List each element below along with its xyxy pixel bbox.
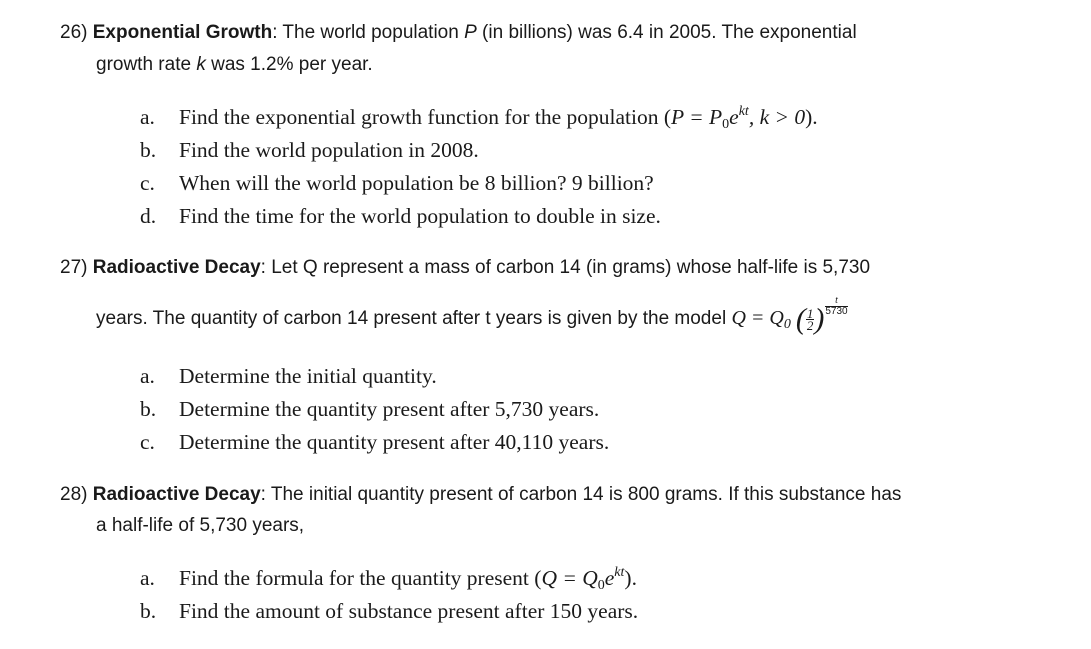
item-text: Determine the initial quantity. [179,364,437,388]
problem-28-number: 28) [60,484,88,505]
item-letter: d. [140,204,157,228]
item-letter: a. [140,105,155,129]
problem-27-number: 27) [60,257,88,278]
decay-formula: $Q = Q_0$ ( $\frac{1}{2}$ ) $\frac{t}{5730}$ [731,295,848,336]
list-item [0,566,1091,596]
item-letter: b. [140,138,157,162]
list-item [0,599,1091,629]
problem-26-number: 26) [60,22,88,43]
problem-26-title: Exponential Growth [92,22,273,43]
item-letter: a. [140,364,155,388]
problem-26-line-2 [96,54,373,76]
item-text: Find the world population in 2008. [179,138,479,162]
item-letter: c. [140,430,155,454]
item-text: Find the time for the world population to double in size. [179,204,661,228]
variable-p: P [464,22,477,43]
problem-26-text-2: growth rate [96,54,197,75]
item-letter: b. [140,397,157,421]
list-item [0,138,1091,168]
item-text: Find the amount of substance present after 150 years. [179,599,639,623]
list-item [0,397,1091,427]
item-letter: c. [140,171,155,195]
problem-28-line-1 [60,484,901,506]
problem-28-title: Radioactive Decay [92,484,261,505]
item-text: Determine the quantity present after 5,730 years. [179,397,600,421]
problem-26-line-1 [60,22,857,44]
list-item [0,171,1091,201]
item-letter: b. [140,599,157,623]
list-item [0,105,1091,135]
problem-27-line-1 [60,257,870,279]
problem-26-text: : The world population [272,22,465,43]
list-item [0,430,1091,460]
problem-27-line-2 [96,295,848,336]
item-letter: a. [140,566,155,590]
problem-26-text-cont: (in billions) was 6.4 in 2005. The exponential [476,22,857,43]
problem-28-line-2 [96,515,304,537]
problem-28-text: : The initial quantity present of carbon 14 is 800 grams. If this substance has [260,484,902,505]
list-item [0,364,1091,394]
item-text: Determine the quantity present after 40,110 years. [179,430,610,454]
item-text: When will the world population be 8 billion? 9 billion? [179,171,654,195]
problem-27-title: Radioactive Decay [92,257,261,278]
list-item [0,204,1091,234]
problem-28-text-2: a half-life of 5,730 years, [96,515,305,536]
item-text: Find the formula for the quantity present $(Q = Q_0e^{kt})$. [179,565,637,593]
variable-k: k [196,54,206,75]
problem-27-text-2: years. The quantity of carbon 14 present after t years is given by the model [96,308,732,329]
problem-26-text-2b: was 1.2% per year. [205,54,373,75]
item-text: Find the exponential growth function for the population ($P = P_0e^{kt}$, k > 0). [179,104,818,132]
problem-27-text: : Let Q represent a mass of carbon 14 (in grams) whose half-life is 5,730 [260,257,871,278]
